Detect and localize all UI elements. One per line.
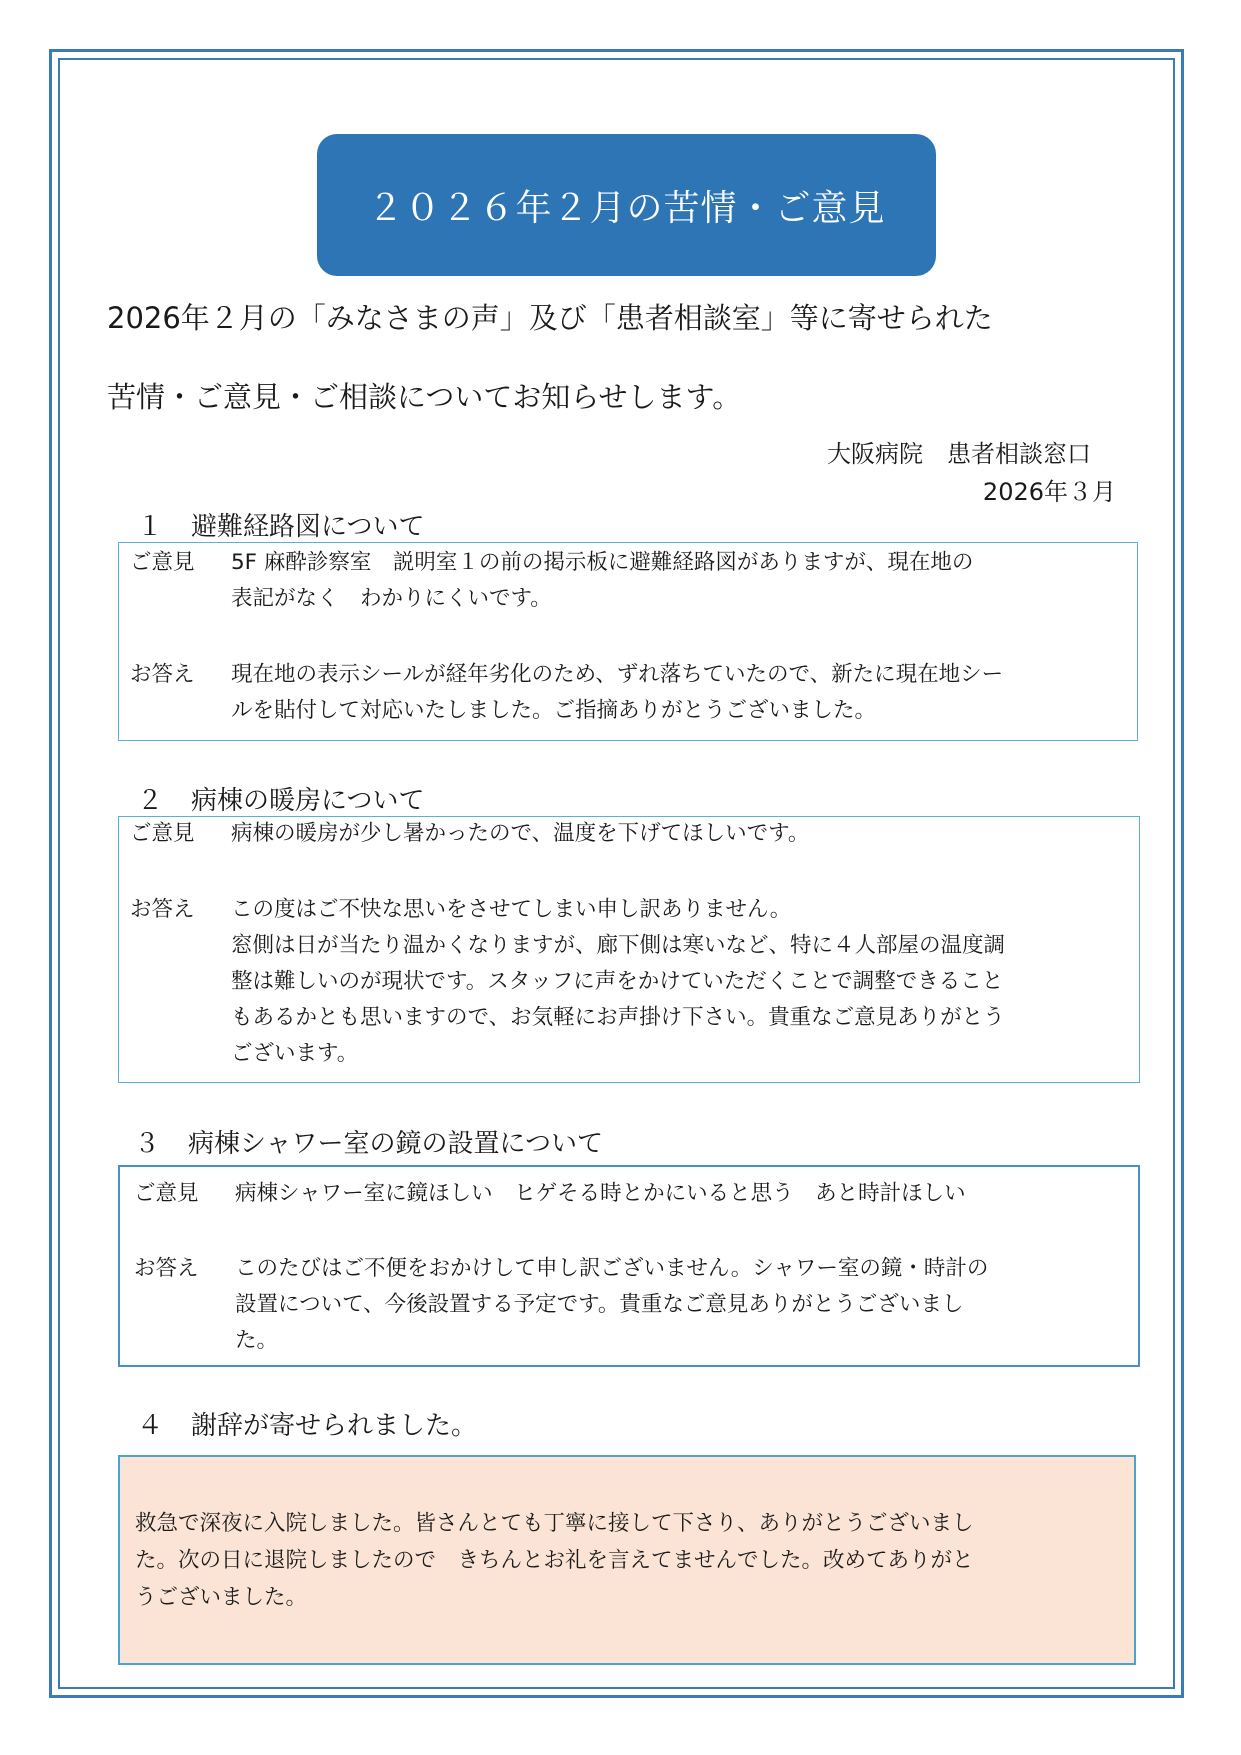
section-number: ２ — [137, 786, 164, 816]
answer-line: 窓側は日が当たり温かくなりますが、廊下側は寒いなど、特に４人部屋の温度調 — [231, 933, 1006, 958]
intro-line-2: 苦情・ご意見・ご相談についてお知らせします。 — [107, 380, 742, 414]
answer-line: 設置について、今後設置する予定です。貴重なご意見ありがとうございまし — [235, 1292, 964, 1317]
section-3-heading — [134, 1123, 603, 1160]
thanks-line: うございました。 — [135, 1585, 308, 1610]
opinion-text — [235, 1176, 966, 1212]
answer-label: お答え — [130, 897, 195, 922]
page-title-banner — [317, 134, 936, 276]
section-number: ３ — [134, 1129, 161, 1159]
answer-line: 現在地の表示シールが経年劣化のため、ずれ落ちていたので、新たに現在地シー — [231, 662, 1004, 687]
opinion-text — [231, 545, 973, 617]
answer-line: 整は難しいのが現状です。スタッフに声をかけていただくことで調整できること — [231, 969, 1004, 994]
answer-line: た。 — [235, 1328, 279, 1353]
thanks-line: た。次の日に退院しましたので きちんとお礼を言えてませんでした。改めてありがと — [135, 1548, 974, 1573]
thanks-message — [135, 1505, 974, 1616]
answer-line: このたびはご不便をおかけして申し訳ございません。シャワー室の鏡・時計の — [235, 1256, 989, 1281]
section-2-heading — [137, 780, 424, 817]
answer-text — [231, 657, 1003, 729]
section-title: 病棟の暖房について — [191, 786, 425, 816]
section-4-heading — [137, 1405, 477, 1442]
opinion-label: ご意見 — [130, 821, 195, 846]
signature-date: 2026年３月 — [982, 478, 1116, 506]
opinion-label: ご意見 — [130, 550, 195, 575]
answer-label: お答え — [134, 1256, 199, 1281]
opinion-line: 病棟の暖房が少し暑かったので、温度を下げてほしいです。 — [231, 821, 810, 846]
answer-label: お答え — [130, 662, 195, 687]
answer-line: この度はご不快な思いをさせてしまい申し訳ありません。 — [231, 897, 792, 922]
section-number: １ — [137, 512, 164, 542]
opinion-line: 病棟シャワー室に鏡ほしい ヒゲそる時とかにいると思う あと時計ほしい — [235, 1181, 966, 1206]
opinion-text — [231, 816, 809, 852]
section-title: 病棟シャワー室の鏡の設置について — [188, 1129, 603, 1159]
opinion-line: 5F 麻酔診察室 説明室１の前の掲示板に避難経路図がありますが、現在地の — [231, 550, 974, 575]
section-number: ４ — [137, 1411, 164, 1441]
answer-line: ルを貼付して対応いたしました。ご指摘ありがとうございました。 — [231, 698, 877, 723]
thanks-line: 救急で深夜に入院しました。皆さんとても丁寧に接して下さり、ありがとうございまし — [135, 1511, 974, 1536]
intro-line-1: 2026年２月の「みなさまの声」及び「患者相談室」等に寄せられた — [107, 301, 993, 335]
answer-text — [235, 1251, 988, 1359]
answer-text — [231, 892, 1005, 1072]
answer-line: ございます。 — [231, 1041, 359, 1066]
section-title: 避難経路図について — [191, 512, 425, 542]
opinion-label: ご意見 — [134, 1181, 199, 1206]
section-title: 謝辞が寄せられました。 — [191, 1411, 478, 1441]
page-title: ２０２６年２月の苦情・ご意見 — [367, 187, 886, 229]
signature-org: 大阪病院 患者相談窓口 — [827, 440, 1091, 468]
answer-line: もあるかとも思いますので、お気軽にお声掛け下さい。貴重なご意見ありがとう — [231, 1005, 1005, 1030]
section-1-heading — [137, 506, 424, 543]
opinion-line: 表記がなく わかりにくいです。 — [231, 586, 552, 611]
